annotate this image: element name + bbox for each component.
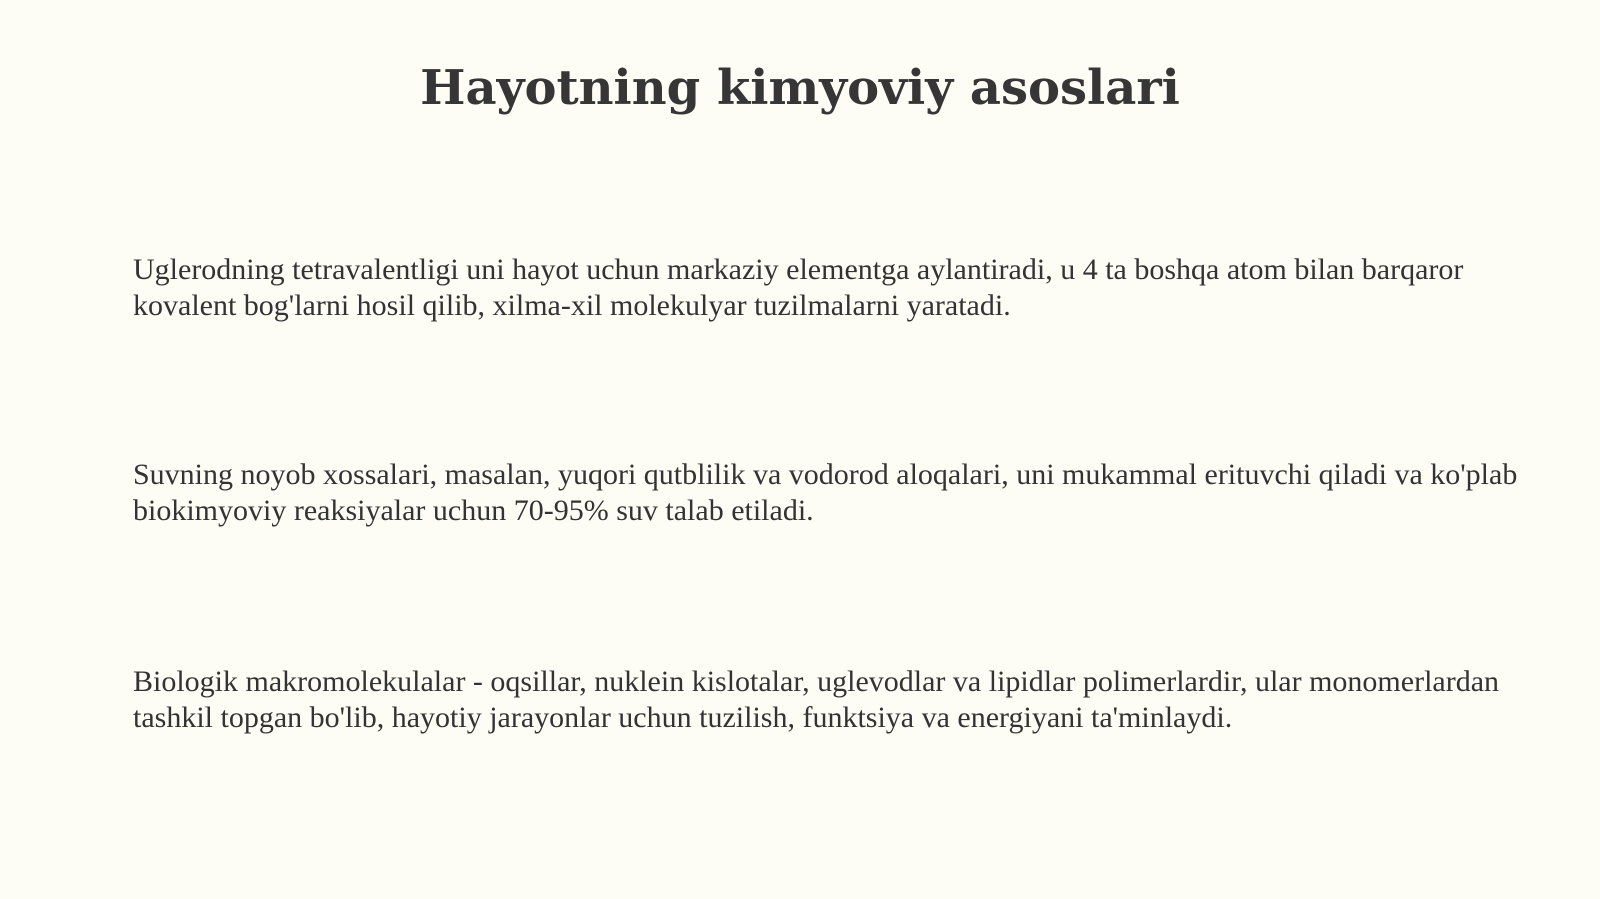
paragraph-macromolecules: Biologik makromolekulalar - oqsillar, nuklein kislotalar, uglevodlar va lipidlar polimerlardir, ular monomerlardan tashkil topgan bo'lib, hayotiy jarayonlar uchun tuzilish, funktsiya va energiyani ta'minlaydi. — [133, 665, 1500, 734]
paragraph-carbon: Uglerodning tetravalentligi uni hayot uchun markaziy elementga aylantiradi, u 4 ta boshqa atom bilan barqaror kovalent bog'larni hosil qilib, xilma-xil molekulyar tuzilmalarni yaratadi. — [133, 253, 1464, 322]
slide-title: Hayotning kimyoviy asoslari — [420, 60, 1180, 116]
paragraph-water: Suvning noyob xossalari, masalan, yuqori qutblilik va vodorod aloqalari, uni mukammal erituvchi qiladi va ko'plab biokimyoviy reaksiyalar uchun 70-95% suv talab etiladi. — [133, 458, 1518, 527]
